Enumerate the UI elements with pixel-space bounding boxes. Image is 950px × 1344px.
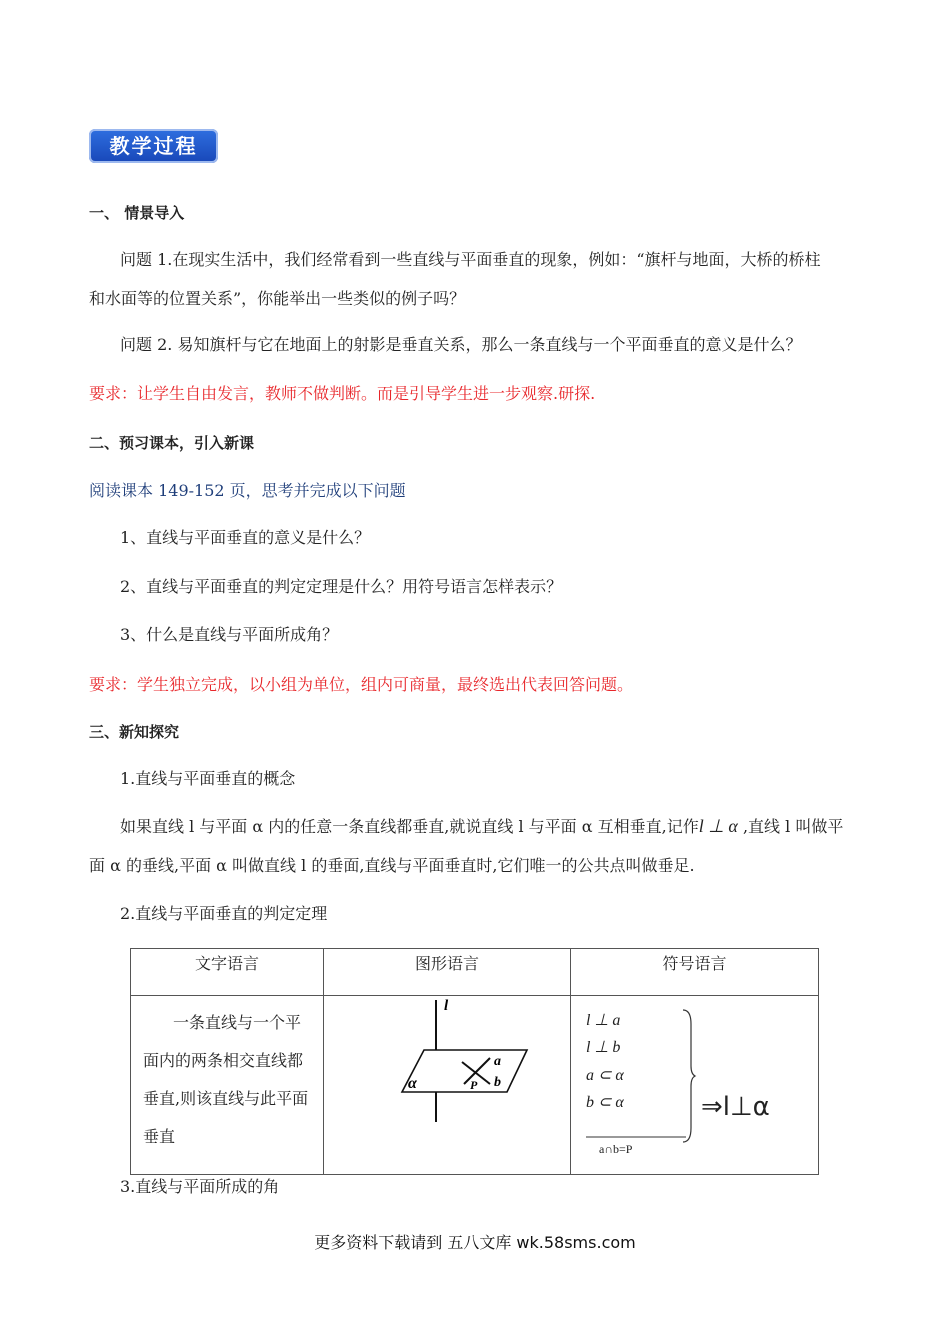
text-line: 面内的两条相交直线都 (143, 1051, 304, 1070)
label-a: a (494, 1054, 501, 1069)
text-line: 一条直线与一个平 (173, 1013, 302, 1032)
figure-cell (324, 996, 571, 1175)
label-l: l (444, 998, 449, 1014)
plane-alpha (402, 1050, 527, 1092)
theorem-title: 2.直线与平面垂直的判定定理 (120, 904, 328, 923)
question1-line2: 和水面等的位置关系”，你能举出一些类似的例子吗？ (89, 289, 466, 308)
table-header: 图形语言 (324, 949, 571, 996)
label-b: b (494, 1075, 501, 1090)
reading-instruction: 阅读课本 149-152 页，思考并完成以下问题 (89, 481, 406, 500)
conclusion: ⇒l⊥α (701, 1092, 770, 1122)
definition-text: 如果直线 l 与平面 α 内的任意一条直线都垂直,就说直线 l 与平面 α 互相垂直,记作 (120, 817, 699, 836)
symbol-line: l ⊥ b (586, 1039, 621, 1056)
right-brace (683, 1010, 695, 1142)
label-p: P (470, 1078, 478, 1092)
brace-and-rule (571, 996, 701, 1170)
section1-heading: 一、 情景导入 (89, 204, 185, 222)
preview-question: 3、什么是直线与平面所成角？ (120, 625, 339, 644)
question1-line1: 问题 1.在现实生活中，我们经常看到一些直线与平面垂直的现象，例如：“旗杆与地面，大桥的桥柱 (120, 250, 821, 269)
preview-question: 2、直线与平面垂直的判定定理是什么？用符号语言怎样表示？ (120, 577, 563, 596)
question2: 问题 2. 易知旗杆与它在地面上的射影是垂直关系，那么一条直线与一个平面垂直的意义是什么？ (120, 335, 802, 354)
perpendicular-notation: l ⊥ α (698, 816, 738, 836)
text-line: 垂直,则该直线与此平面 (143, 1089, 309, 1108)
section3-heading: 三、新知探究 (89, 723, 180, 741)
label-alpha: α (408, 1075, 417, 1092)
requirement-2: 要求：学生独立完成，以小组为单位，组内可商量，最终选出代表回答问题。 (89, 675, 634, 694)
concept-title: 1.直线与平面垂直的概念 (120, 769, 296, 788)
section2-heading: 二、预习课本，引入新课 (89, 434, 255, 452)
definition-line1 (120, 815, 843, 838)
intersection-note: a∩b=P (599, 1142, 633, 1156)
requirement-1: 要求：让学生自由发言，教师不做判断。而是引导学生进一步观察.研探. (89, 384, 596, 403)
plane-figure (324, 996, 570, 1170)
definition-text-end: ,直线 l 叫做平 (737, 817, 844, 836)
definition-line2: 面 α 的垂线,平面 α 叫做直线 l 的垂面,直线与平面垂直时,它们唯一的公共点叫做垂足. (89, 856, 695, 875)
footer-download-note: 更多资料下载请到 五八文库 wk.58sms.com (314, 1233, 636, 1252)
symbol-line: b ⊂ α (586, 1094, 624, 1111)
preview-question: 1、直线与平面垂直的意义是什么？ (120, 528, 371, 547)
table-header: 符号语言 (571, 949, 819, 996)
symbol-cell (571, 996, 819, 1175)
section-banner: 教学过程 (89, 129, 218, 163)
text-language-cell (131, 996, 324, 1175)
table-header: 文字语言 (131, 949, 324, 996)
text-line: 垂直 (143, 1127, 176, 1146)
symbol-line: a ⊂ α (586, 1067, 624, 1084)
symbol-line: l ⊥ a (586, 1012, 621, 1029)
angle-title: 3.直线与平面所成的角 (120, 1177, 280, 1196)
theorem-table (130, 948, 819, 1175)
